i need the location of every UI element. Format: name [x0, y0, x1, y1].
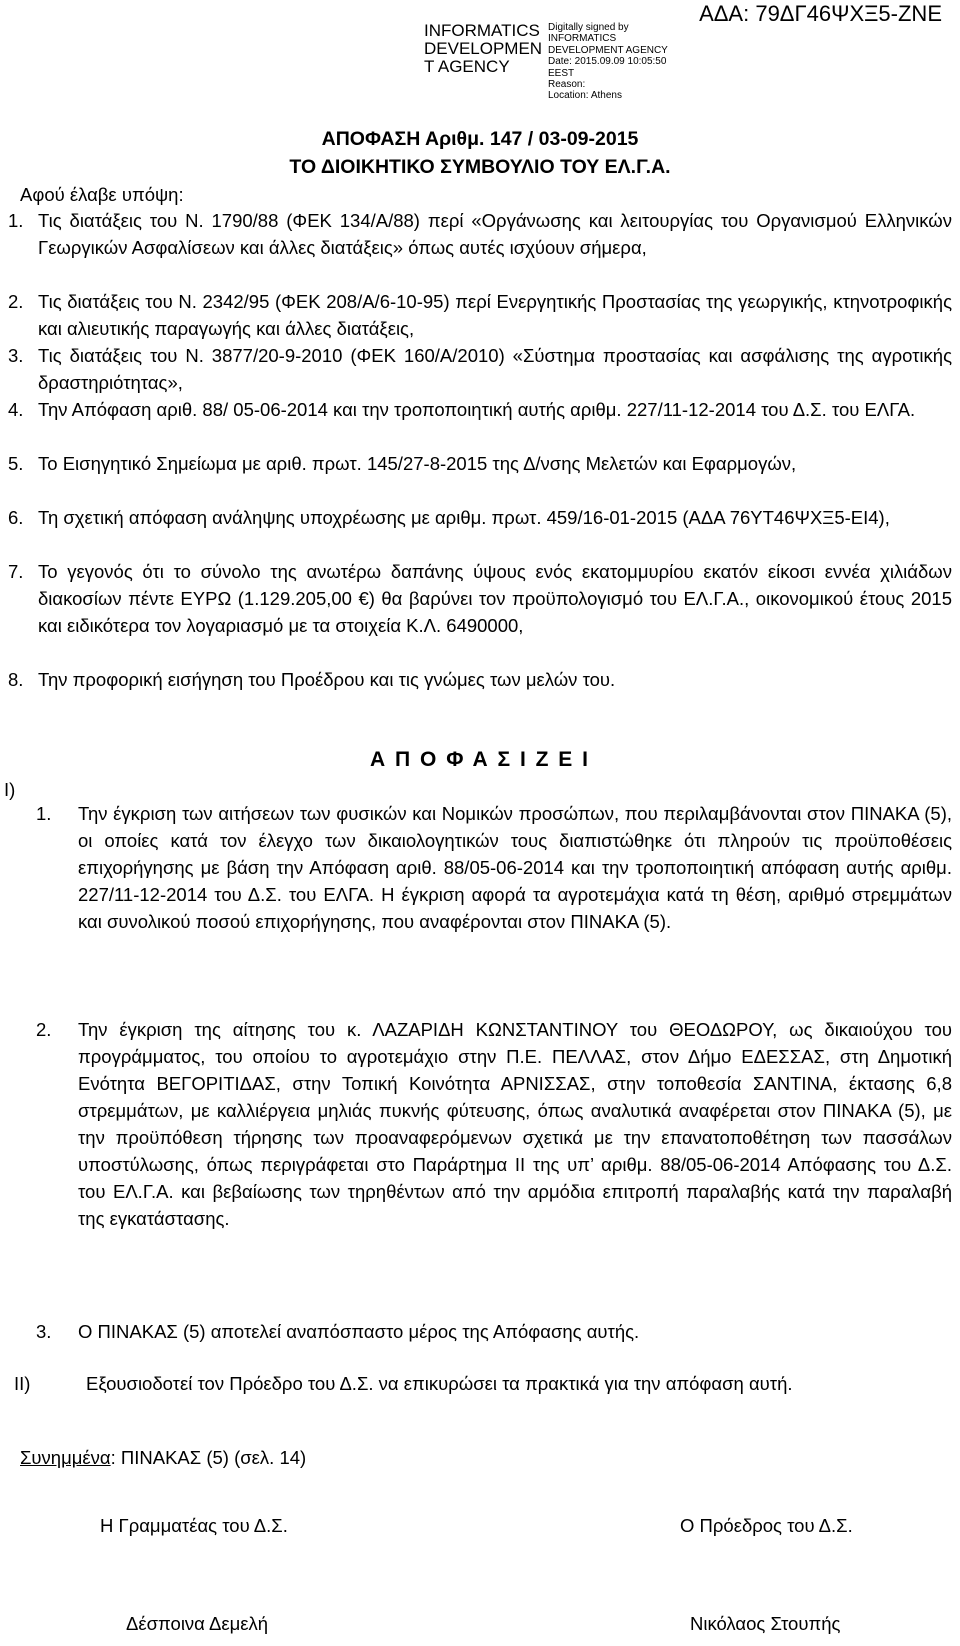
- item-text: Το γεγονός ότι το σύνολο της ανωτέρω δαπάνης ύψους ενός εκατομμυρίου εκατόν είκοσι εννέα χιλιάδων διακοσίων πέντε ΕΥΡΩ (1.129.205,00 €) θα βαρύνει τον προϋπολογισμό του ΕΛ.Γ.Α., οικονομικού έτους 2015 και ειδικότερα τον λογαριασμό με τα στοιχεία Κ.Λ. 6490000,: [38, 561, 952, 636]
- decision-item: [36, 1016, 952, 1232]
- item-number: 1.: [8, 210, 24, 231]
- item-text: Ο ΠΙΝΑΚΑΣ (5) αποτελεί αναπόσπαστο μέρος της Απόφασης αυτής.: [78, 1321, 640, 1342]
- secretary-role: Η Γραμματέας του Δ.Σ.: [100, 1515, 288, 1536]
- item-number: 4.: [8, 399, 24, 420]
- item-text: Την έγκριση των αιτήσεων των φυσικών και Νομικών προσώπων, που περιλαμβάνονται στον ΠΙΝΑΚΑ (5), οι οποίες κατά τον έλεγχο των δικαιολογητικών τους διαπιστώθηκε ότι πληρούν τις προϋποθέσεις επιχορήγησης με βάση την Απόφαση αριθ. 88/05-06-2014 και την τροποποιητική απόφαση αυτής αριθμ. 227/11-12-2014 του Δ.Σ. του ΕΛΓΑ. Η έγκριση αφορά τα αγροτεμάχια κατά τη θέση, αριθμό στρεμμάτων και συνολικού ποσού επιχορήγησης, που αναφέρονται στον ΠΙΝΑΚΑ (5).: [78, 803, 952, 932]
- item-text: Τις διατάξεις του Ν. 1790/88 (ΦΕΚ 134/Α/88) περί «Οργάνωσης και λειτουργίας του Οργανισμού Ελληνικών Γεωργικών Ασφαλίσεων και άλλες διατάξεις» όπως αυτές ισχύουν σήμερα,: [38, 210, 952, 258]
- board-title: ΤΟ ΔΙΟΙΚΗΤΙΚΟ ΣΥΜΒΟΥΛΙΟ ΤΟΥ ΕΛ.Γ.Α.: [289, 156, 671, 178]
- president-role: Ο Πρόεδρος του Δ.Σ.: [680, 1515, 853, 1536]
- section-i-label: I): [4, 779, 16, 800]
- decision-item: [36, 800, 952, 935]
- signature-line: EEST: [548, 67, 575, 79]
- item-number: 1.: [36, 803, 52, 824]
- signature-line: DEVELOPMENT AGENCY: [548, 44, 668, 56]
- preamble: Αφού έλαβε υπόψη:: [20, 184, 184, 205]
- consideration-item: [8, 666, 952, 693]
- attachments-line: [20, 1444, 306, 1471]
- decision-item: [36, 1318, 952, 1345]
- decision-title: ΑΠΟΦΑΣΗ Αριθμ. 147 / 03-09-2015: [321, 128, 639, 150]
- consideration-item: [8, 396, 952, 423]
- consideration-item: [8, 207, 952, 261]
- signature-line: Date: 2015.09.09 10:05:50: [548, 56, 667, 68]
- attachments-text: : ΠΙΝΑΚΑΣ (5) (σελ. 14): [110, 1447, 307, 1468]
- consideration-item: [8, 342, 952, 396]
- item-number: 2.: [36, 1019, 52, 1040]
- item-text: Τις διατάξεις του Ν. 3877/20-9-2010 (ΦΕΚ 160/Α/2010) «Σύστημα προστασίας και ασφάλισης της αγροτικής δραστηριότητας»,: [38, 345, 952, 393]
- attachments-label: Συνημμένα: [20, 1447, 111, 1468]
- item-number: 8.: [8, 669, 24, 690]
- consideration-item: [8, 558, 952, 639]
- consideration-item: [8, 450, 952, 477]
- item-number: 6.: [8, 507, 24, 528]
- ada-code: ΑΔΑ: 79ΔΓ46ΨΧΞ5-ΖΝΕ: [699, 1, 942, 26]
- section-ii-text: Εξουσιοδοτεί τον Πρόεδρο του Δ.Σ. να επικυρώσει τα πρακτικά για την απόφαση αυτή.: [86, 1373, 793, 1394]
- signature-line: INFORMATICS: [548, 33, 617, 45]
- item-number: 3.: [36, 1321, 52, 1342]
- item-text: Την έγκριση της αίτησης του κ. ΛΑΖΑΡΙΔΗ ΚΩΝΣΤΑΝΤΙΝΟΥ του ΘΕΟΔΩΡΟΥ, ως δικαιούχου του προγράμματος, του οποίου το αγροτεμάχιο στην Π.Ε. ΠΕΛΛΑΣ, στον Δήμο ΕΔΕΣΣΑΣ, στη Δημοτική Ενότητα ΒΕΓΟΡΙΤΙΔΑΣ, στην Τοπική Κοινότητα ΑΡΝΙΣΣΑΣ, στην τοποθεσία ΣΑΝΤΙΝΑ, έκτασης 6,8 στρεμμάτων, με καλλιέργεια μηλιάς πυκνής φύτευσης, όπως αναλυτικά αναφέρεται στον ΠΙΝΑΚΑ (5), με την προϋπόθεση τήρησης των προαναφερόμενων σχετικά με την επανατοποθέτηση των πασσάλων υποστύλωσης, όπως περιγράφεται στο Παράρτημα ΙΙ της υπ’ αριθμ. 88/05-06-2014 Απόφασης του Δ.Σ. του ΕΛ.Γ.Α. και βεβαίωσης των τηρηθέντων από την αρμόδια επιτροπή παραλαβής κατά την παραλαβή της εγκατάστασης.: [78, 1019, 952, 1229]
- signature-org-name: INFORMATICS DEVELOPMEN T AGENCY: [424, 21, 543, 76]
- decides-heading: Α Π Ο Φ Α Σ Ι Ζ Ε Ι: [370, 748, 590, 771]
- president-name: Νικόλαος Στουπής: [690, 1613, 841, 1634]
- signature-line: Location: Athens: [548, 90, 622, 102]
- signature-line: Reason:: [548, 79, 586, 91]
- item-text: Το Εισηγητικό Σημείωμα με αριθ. πρωτ. 145/27-8-2015 της Δ/νσης Μελετών και Εφαρμογών,: [38, 453, 797, 474]
- item-number: 3.: [8, 345, 24, 366]
- signature-line: Digitally signed by: [548, 22, 629, 33]
- consideration-item: [8, 504, 952, 531]
- item-number: 7.: [8, 561, 24, 582]
- secretary-name: Δέσποινα Δεμελή: [126, 1613, 269, 1634]
- section-ii-label: II): [14, 1373, 31, 1394]
- item-number: 2.: [8, 291, 24, 312]
- consideration-item: [8, 288, 952, 342]
- item-text: Τη σχετική απόφαση ανάληψης υποχρέωσης με αριθμ. πρωτ. 459/16-01-2015 (ΑΔΑ 76ΥΤ46ΨΧΞ5-ΕΙ4),: [38, 507, 890, 528]
- item-number: 5.: [8, 453, 24, 474]
- item-text: Την προφορική εισήγηση του Προέδρου και τις γνώμες των μελών του.: [38, 669, 616, 690]
- signature-details: [548, 22, 668, 102]
- item-text: Τις διατάξεις του Ν. 2342/95 (ΦΕΚ 208/Α/6-10-95) περί Ενεργητικής Προστασίας της γεωργικής, κτηνοτροφικής και αλιευτικής παραγωγής και άλλες διατάξεις,: [38, 291, 952, 339]
- item-text: Την Απόφαση αριθ. 88/ 05-06-2014 και την τροποποιητική αυτής αριθμ. 227/11-12-2014 του Δ.Σ. του ΕΛΓΑ.: [38, 399, 916, 420]
